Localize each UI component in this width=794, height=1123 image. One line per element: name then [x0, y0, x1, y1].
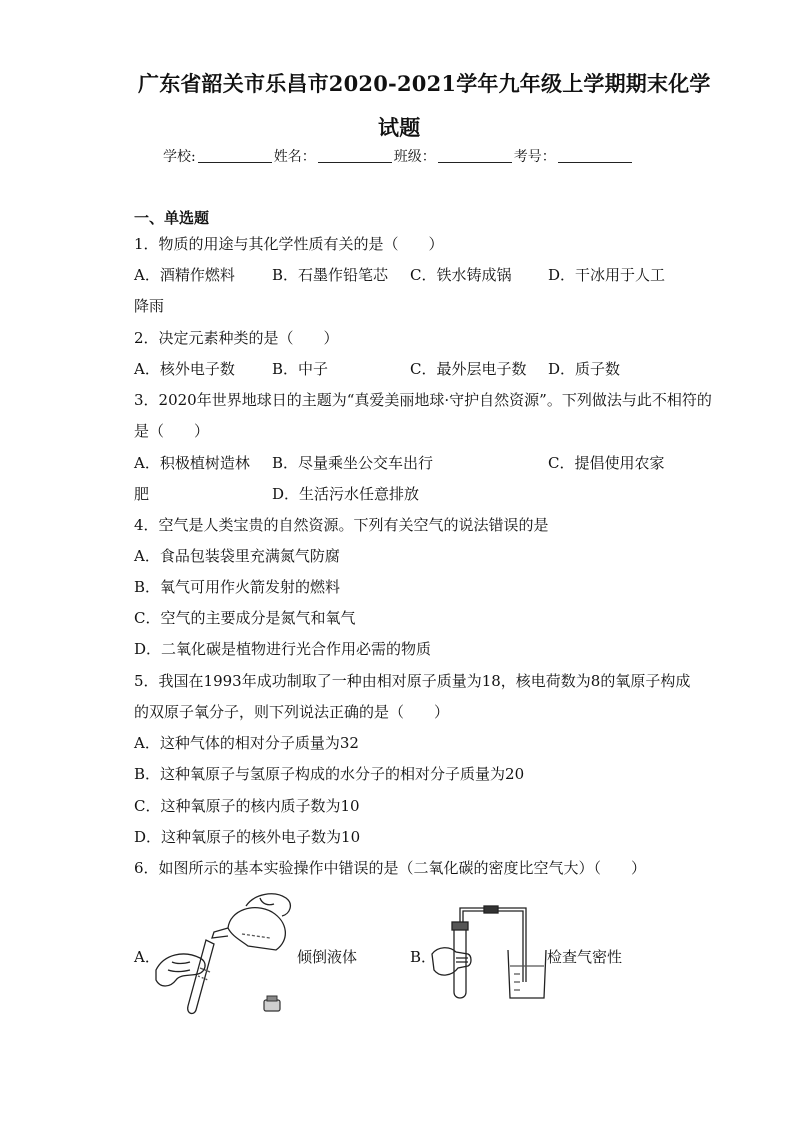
question-5-stem-cont: 的双原子氧分子，则下列说法正确的是（ ）: [134, 703, 450, 721]
question-2-option-d: D．质子数: [548, 360, 621, 378]
question-1-option-b: B．石墨作铅笔芯: [272, 266, 389, 284]
question-3-stem-cont: 是（ ）: [134, 422, 210, 440]
stopper-icon: [264, 996, 280, 1011]
question-5-option-b: B．这种氧原子与氢原子构成的水分子的相对分子质量为20: [134, 765, 525, 783]
question-3-option-a: A．积极植树造林: [134, 454, 250, 472]
question-4-option-d: D．二氧化碳是植物进行光合作用必需的物质: [134, 640, 432, 658]
question-3-stem: 3．2020年世界地球日的主题为“真爱美丽地球·守护自然资源”。下列做法与此不相符的: [134, 391, 712, 409]
question-5-option-a: A．这种气体的相对分子质量为32: [134, 734, 359, 752]
class-label: 班级：: [393, 149, 436, 165]
question-1-option-d: D．干冰用于人工: [548, 266, 666, 284]
question-3-option-c: C．提倡使用农家: [548, 454, 665, 472]
question-2-option-c: C．最外层电子数: [410, 360, 527, 378]
pouring-liquid-illustration: [150, 888, 300, 1020]
question-6-option-b-label: B．: [410, 948, 437, 966]
exam-no-blank[interactable]: [558, 148, 632, 163]
question-1-option-c: C．铁水铸成锅: [410, 266, 512, 284]
question-4-stem: 4．空气是人类宝贵的自然资源。下列有关空气的说法错误的是: [134, 516, 549, 534]
question-6-option-b-caption: 检查气密性: [547, 948, 623, 966]
page-title: 广东省韶关市乐昌市2020-2021学年九年级上学期期末化学: [138, 71, 711, 96]
section-heading: 一、单选题: [134, 209, 210, 227]
class-blank[interactable]: [438, 148, 512, 163]
student-info-line: [163, 146, 634, 166]
question-5-stem: 5．我国在1993年成功制取了一种由相对原子质量为18，核电荷数为8的氧原子构成: [134, 672, 691, 690]
question-1-option-d-cont: 降雨: [134, 297, 165, 315]
question-6-option-a-label: A．: [134, 948, 160, 966]
question-2-stem: 2．决定元素种类的是（ ）: [134, 329, 339, 347]
name-label: 姓名：: [273, 149, 316, 165]
airtightness-check-illustration: [428, 904, 550, 1004]
school-blank[interactable]: [198, 148, 272, 163]
question-5-option-d: D．这种氧原子的核外电子数为10: [134, 828, 361, 846]
name-blank[interactable]: [318, 148, 392, 163]
question-3-option-b: B．尽量乘坐公交车出行: [272, 454, 434, 472]
question-4-option-a: A．食品包装袋里充满氮气防腐: [134, 547, 340, 565]
question-2-option-b: B．中子: [272, 360, 329, 378]
page-title-cont: 试题: [378, 115, 421, 140]
question-6-option-a-caption: 倾倒液体: [297, 948, 358, 966]
school-label: 学校:: [163, 149, 196, 165]
question-3-option-d: D．生活污水任意排放: [272, 485, 420, 503]
question-1-stem: 1．物质的用途与其化学性质有关的是（ ）: [134, 235, 444, 253]
question-5-option-c: C．这种氧原子的核内质子数为10: [134, 797, 360, 815]
question-4-option-b: B．氧气可用作火箭发射的燃料: [134, 578, 341, 596]
question-1-option-a: A．酒精作燃料: [134, 266, 235, 284]
question-3-option-c-cont: 肥: [134, 485, 150, 503]
question-2-option-a: A．核外电子数: [134, 360, 235, 378]
question-6-stem: 6．如图所示的基本实验操作中错误的是（二氧化碳的密度比空气大）（ ）: [134, 859, 647, 877]
question-4-option-c: C．空气的主要成分是氮气和氧气: [134, 609, 356, 627]
exam-no-label: 考号：: [513, 149, 556, 165]
